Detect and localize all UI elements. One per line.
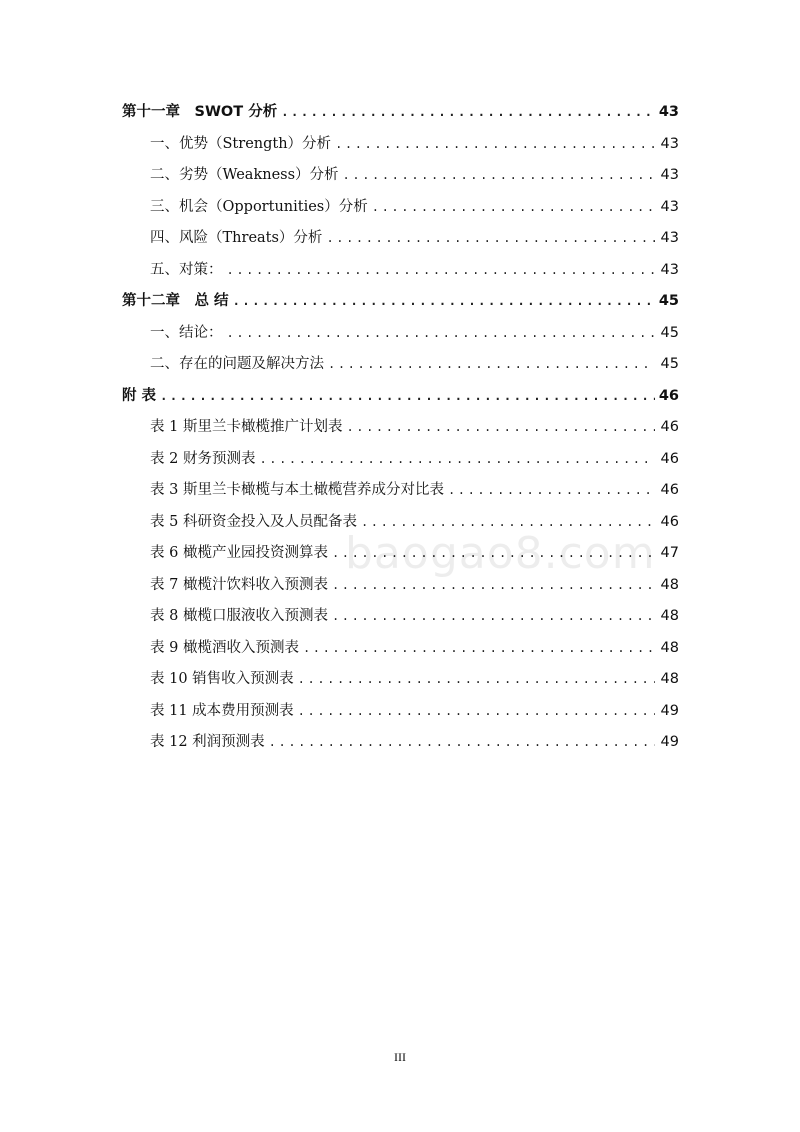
toc-entry-page: 43 xyxy=(660,167,679,183)
toc-leader xyxy=(326,226,655,250)
toc-entry[interactable] xyxy=(150,415,679,439)
toc-entry-title: 表 3 斯里兰卡橄榄与本土橄榄营养成分对比表 xyxy=(150,482,444,498)
toc-leader xyxy=(332,604,655,628)
toc-entry-title: 表 6 橄榄产业园投资测算表 xyxy=(150,545,328,561)
toc-entry-title: 一、优势（Strength）分析 xyxy=(150,136,332,152)
toc-entry-title: 表 5 科研资金投入及人员配备表 xyxy=(150,514,357,530)
toc-entry-page: 43 xyxy=(660,230,679,246)
toc-entry-page: 46 xyxy=(660,451,679,467)
toc-entry-page: 49 xyxy=(660,734,679,750)
toc-entry-title: 四、风险（Threats）分析 xyxy=(150,230,323,246)
toc-entry-title: 表 1 斯里兰卡橄榄推广计划表 xyxy=(150,419,343,435)
toc-entry[interactable] xyxy=(150,352,679,376)
toc-entry-page: 46 xyxy=(660,482,679,498)
toc-entry[interactable] xyxy=(150,604,679,628)
toc-leader xyxy=(281,100,655,124)
toc-entry[interactable] xyxy=(150,667,679,691)
toc-entry-title: 表 8 橄榄口服液收入预测表 xyxy=(150,608,328,624)
toc-entry-page: 47 xyxy=(660,545,679,561)
toc-entry[interactable] xyxy=(122,384,679,408)
toc-entry[interactable] xyxy=(150,447,679,471)
toc-leader xyxy=(335,132,655,156)
toc-entry-page: 46 xyxy=(660,419,679,435)
toc-entry-page: 45 xyxy=(660,356,679,372)
toc-leader xyxy=(298,667,655,691)
toc-leader xyxy=(227,258,656,282)
toc-leader xyxy=(298,699,655,723)
toc-entry-title: 第十二章 总 结 xyxy=(122,293,229,309)
toc-entry[interactable] xyxy=(150,321,679,345)
toc-entry-title: 三、机会（Opportunities）分析 xyxy=(150,199,368,215)
toc-entry[interactable] xyxy=(150,636,679,660)
toc-leader xyxy=(343,163,655,187)
toc-entry[interactable] xyxy=(150,730,679,754)
toc-entry[interactable] xyxy=(150,132,679,156)
toc-entry[interactable] xyxy=(150,226,679,250)
toc-leader xyxy=(346,415,655,439)
toc-entry-title: 表 9 橄榄酒收入预测表 xyxy=(150,640,299,656)
toc-leader xyxy=(303,636,655,660)
toc-leader xyxy=(227,321,656,345)
toc-entry-page: 45 xyxy=(658,293,679,309)
toc-entry-page: 43 xyxy=(660,136,679,152)
toc-entry[interactable] xyxy=(150,699,679,723)
toc-entry-title: 附 表 xyxy=(122,388,157,404)
toc-leader xyxy=(259,447,655,471)
toc-entry-title: 表 7 橄榄汁饮料收入预测表 xyxy=(150,577,328,593)
toc-entry-title: 表 10 销售收入预测表 xyxy=(150,671,294,687)
toc-entry-title: 表 11 成本费用预测表 xyxy=(150,703,294,719)
toc-entry-page: 43 xyxy=(660,199,679,215)
toc-leader xyxy=(448,478,655,502)
toc-entry-title: 五、对策： xyxy=(150,262,223,278)
toc-entry-title: 二、劣势（Weakness）分析 xyxy=(150,167,339,183)
toc-entry-page: 45 xyxy=(660,325,679,341)
toc-entry[interactable] xyxy=(122,289,679,313)
toc-entry-page: 43 xyxy=(658,104,679,120)
toc-leader xyxy=(233,289,655,313)
toc-entry-title: 一、结论： xyxy=(150,325,223,341)
toc-entry-page: 43 xyxy=(660,262,679,278)
toc-leader xyxy=(328,352,655,376)
toc-entry[interactable] xyxy=(150,163,679,187)
toc-leader xyxy=(269,730,655,754)
toc-entry-title: 表 2 财务预测表 xyxy=(150,451,256,467)
toc-entry-page: 48 xyxy=(660,608,679,624)
toc-entry-title: 第十一章 SWOT 分析 xyxy=(122,104,278,120)
toc-entry-page: 46 xyxy=(658,388,679,404)
toc-entry[interactable] xyxy=(150,195,679,219)
toc-entry-title: 表 12 利润预测表 xyxy=(150,734,265,750)
toc-entry-title: 二、存在的问题及解决方法 xyxy=(150,356,324,372)
toc-entry-page: 46 xyxy=(660,514,679,530)
toc-leader xyxy=(160,384,655,408)
toc-entry[interactable] xyxy=(122,100,679,124)
toc-entry-page: 48 xyxy=(660,671,679,687)
toc-entry-page: 48 xyxy=(660,640,679,656)
toc-entry-page: 49 xyxy=(660,703,679,719)
toc-entry[interactable] xyxy=(150,478,679,502)
watermark: baogao8.com xyxy=(345,528,656,579)
page-number-footer: III xyxy=(394,1050,406,1064)
toc-leader xyxy=(372,195,655,219)
toc-entry-page: 48 xyxy=(660,577,679,593)
toc-entry[interactable] xyxy=(150,258,679,282)
